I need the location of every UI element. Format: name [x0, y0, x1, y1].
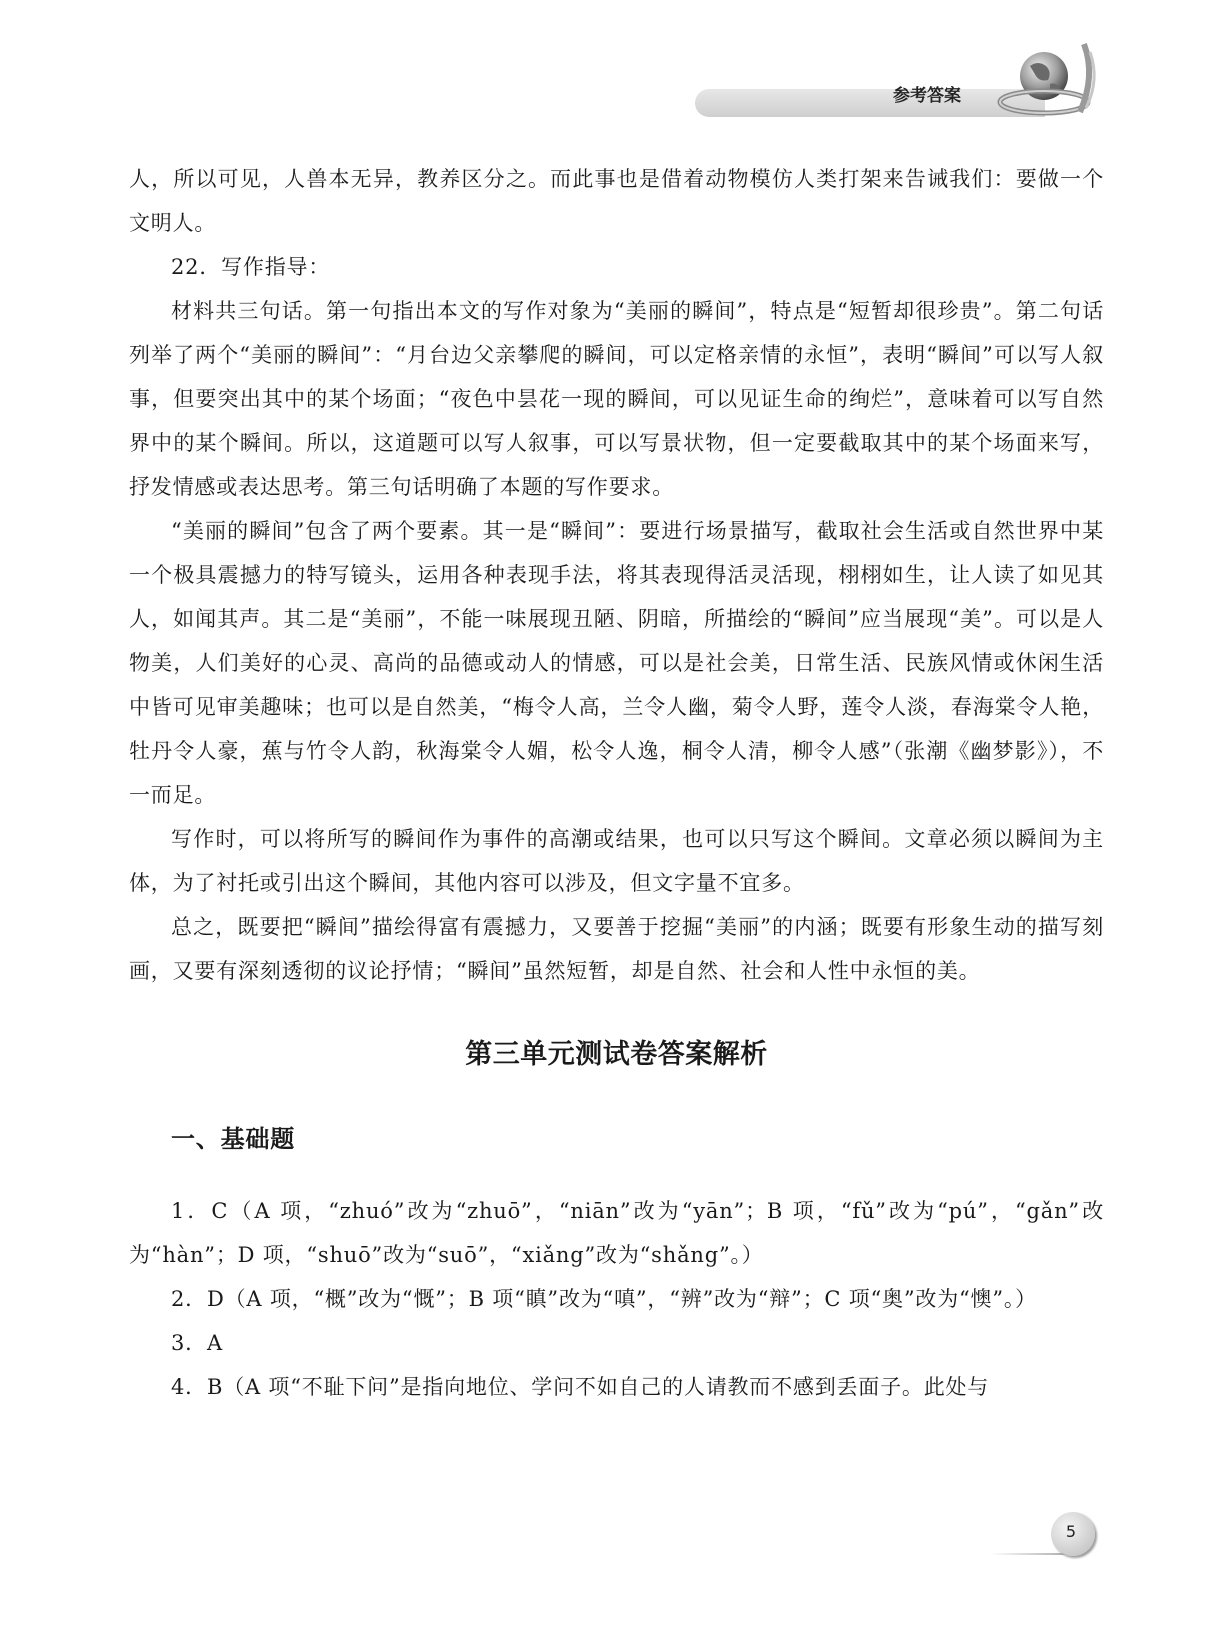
answer-item: 2．D（A 项，“概”改为“慨”；B 项“瞋”改为“嗔”，“辨”改为“辩”；C 项“奥”改为“懊”。）: [171, 1287, 1037, 1311]
page-number-decoration: [990, 1553, 1070, 1555]
section-title: 第三单元测试卷答案解析: [465, 1039, 768, 1070]
paragraph-continuation: 人，所以可见，人兽本无异，教养区分之。而此事也是借着动物模仿人类打架来告诫我们：要做一个文明人。: [129, 167, 1104, 235]
paragraph: 材料共三句话。第一句指出本文的写作对象为“美丽的瞬间”，特点是“短暂却很珍贵”。第二句话列举了两个“美丽的瞬间”：“月台边父亲攀爬的瞬间，可以定格亲情的永恒”，表明“瞬间”可以写人叙事，但要突出其中的某个场面；“夜色中昙花一现的瞬间，可以见证生命的绚烂”，意味着可以写自然界中的某个瞬间。所以，这道题可以写人叙事，可以写景状物，但一定要截取其中的某个场面来写，抒发情感或表达思考。第三句话明确了本题的写作要求。: [129, 299, 1104, 499]
page-number: 5: [1065, 1522, 1077, 1541]
answer-item: 3．A: [171, 1331, 223, 1355]
paragraph: 总之，既要把“瞬间”描绘得富有震撼力，又要善于挖掘“美丽”的内涵；既要有形象生动的描写刻画，又要有深刻透彻的议论抒情；“瞬间”虽然短暂，却是自然、社会和人性中永恒的美。: [129, 915, 1104, 983]
main-content: [129, 157, 1104, 1409]
paragraph: 写作时，可以将所写的瞬间作为事件的高潮或结果，也可以只写这个瞬间。文章必须以瞬间为主体，为了衬托或引出这个瞬间，其他内容可以涉及，但文字量不宜多。: [129, 827, 1104, 895]
item-heading: 22．写作指导：: [171, 255, 331, 279]
running-header-title: 参考答案: [893, 86, 961, 106]
globe-logo-icon: [992, 36, 1102, 146]
answer-item: 1．C（A 项，“zhuó”改为“zhuō”，“niān”改为“yān”；B 项，“fǔ”改为“pú”，“gǎn”改为“hàn”；D 项，“shuō”改为“suō”，“xiǎng”改为“shǎng”。）: [129, 1199, 1104, 1267]
subsection-title: 一、基础题: [171, 1125, 295, 1153]
paragraph: “美丽的瞬间”包含了两个要素。其一是“瞬间”：要进行场景描写，截取社会生活或自然世界中某一个极具震撼力的特写镜头，运用各种表现手法，将其表现得活灵活现，栩栩如生，让人读了如见其人，如闻其声。其二是“美丽”，不能一味展现丑陋、阴暗，所描绘的“瞬间”应当展现“美”。可以是人物美，人们美好的心灵、高尚的品德或动人的情感，可以是社会美，日常生活、民族风情或休闲生活中皆可见审美趣味；也可以是自然美，“梅令人高，兰令人幽，菊令人野，莲令人淡，春海棠令人艳，牡丹令人豪，蕉与竹令人韵，秋海棠令人媚，松令人逸，桐令人清，柳令人感”（张潮《幽梦影》），不一而足。: [129, 519, 1104, 807]
answer-item: 4．B（A 项“不耻下问”是指向地位、学问不如自己的人请教而不感到丢面子。此处与: [171, 1375, 990, 1399]
